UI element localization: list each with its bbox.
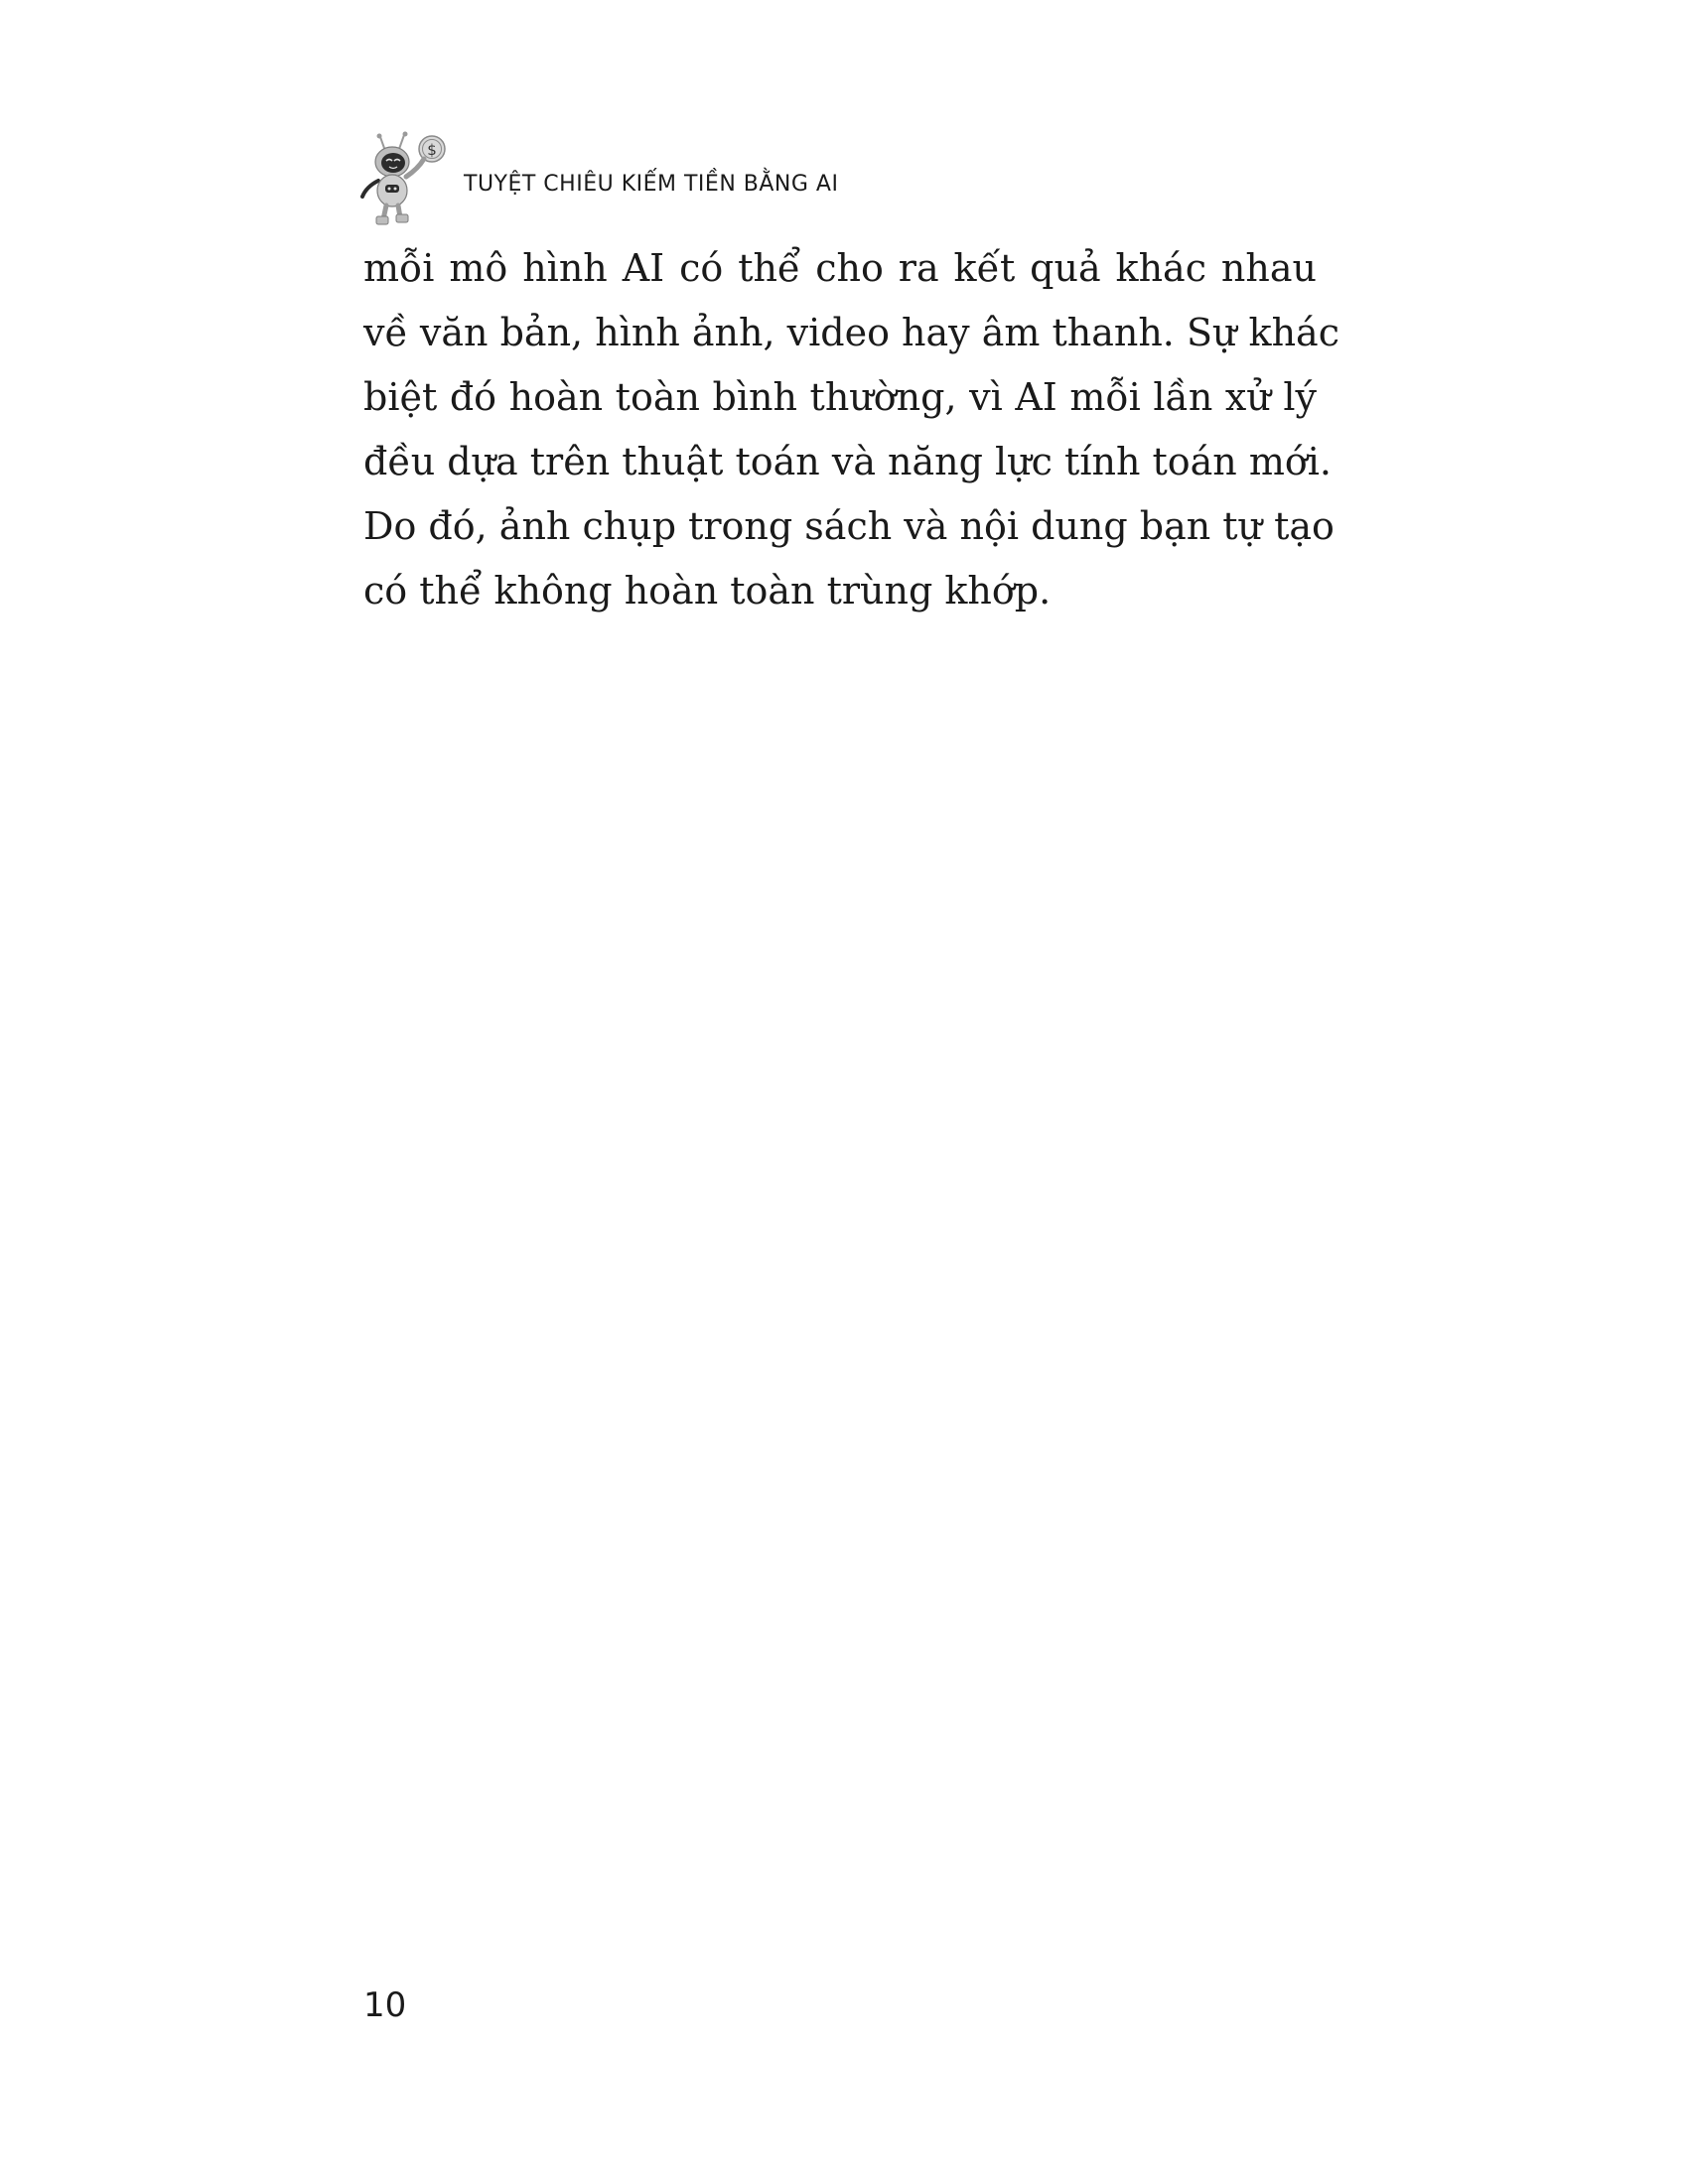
text-line: đều dựa trên thuật toán và năng lực tính toán mới.: [363, 440, 1332, 483]
text-line: mỗi mô hình AI có thể cho ra kết quả khác nhau: [363, 246, 1317, 290]
text-line: Do đó, ảnh chụp trong sách và nội dung bạn tự tạo: [363, 504, 1335, 548]
robot-holding-dollar-coin-icon: [352, 129, 452, 228]
running-title: TUYỆT CHIÊU KIẾM TIỀN BẰNG AI: [464, 171, 839, 197]
svg-text:$: $: [427, 141, 437, 159]
text-line: có thể không hoàn toàn trùng khớp.: [363, 569, 1052, 613]
page-number: 10: [363, 1985, 407, 2025]
body-paragraph: [363, 236, 1339, 623]
running-header: [352, 129, 838, 228]
text-line: về văn bản, hình ảnh, video hay âm thanh. Sự khác: [363, 311, 1339, 354]
text-line: biệt đó hoàn toàn bình thường, vì AI mỗi lần xử lý: [363, 375, 1317, 419]
